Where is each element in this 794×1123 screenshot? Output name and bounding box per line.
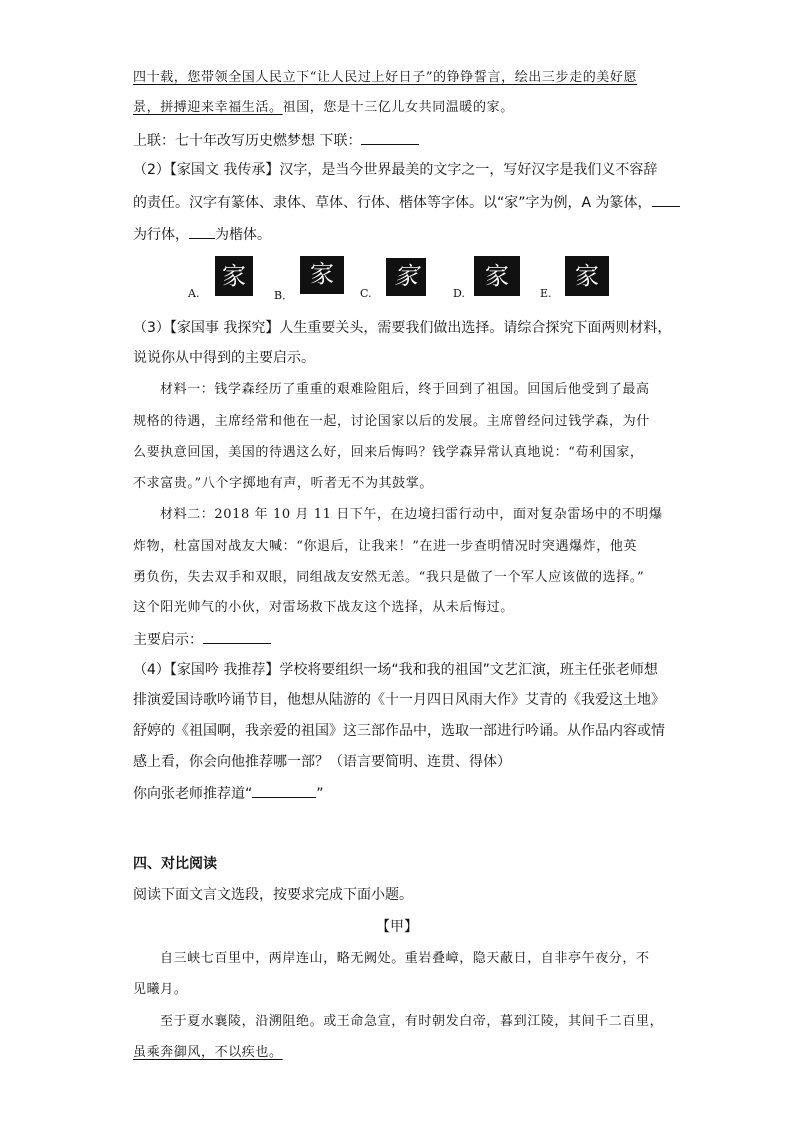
passage-jia-p2-underlined: 虽乘奔御风，不以疾也。 bbox=[133, 1045, 283, 1060]
material-1-line-1: 材料一：钱学森经历了重重的艰难险阻后，终于回到了祖国。回国后他受到了最高 bbox=[160, 382, 650, 397]
section-4-instruction: 阅读下面文言文选段，按要求完成下面小题。 bbox=[133, 887, 413, 903]
material-2-line-2: 炸物，杜富国对战友大喊：“你退后，让我来！”在进一步查明情况时突遇爆炸，他英 bbox=[133, 539, 638, 554]
q4-line-3: 舒婷的《祖国啊，我亲爱的祖国》这三部作品中，选取一部进行吟诵。从作品内容或情 bbox=[133, 723, 665, 739]
couplet-upper: 上联：七十年改写历史燃梦想 下联： bbox=[133, 133, 362, 149]
cursive-script-glyph-image: 家 bbox=[386, 258, 426, 296]
q4-line-4: 感上看，你会向他推荐哪一部？（语言要简明、连贯、得体） bbox=[133, 754, 511, 770]
section-4-heading: 四、对比阅读 bbox=[133, 856, 217, 872]
q4-line-1: （4）【家国吟 我推荐】学校将要组织一场“我和我的祖国”文艺汇演，班主任张老师想 bbox=[133, 662, 658, 678]
q4-line-2: 排演爱国诗歌吟诵节目，他想从陆游的《十一月四日风雨大作》艾青的《我爱这土地》 bbox=[133, 692, 665, 708]
regular-script-glyph-image: 家 bbox=[565, 256, 609, 296]
running-script-glyph-image: 家 bbox=[474, 256, 520, 296]
q2-line-2-text: 的责任。汉字有篆体、隶体、草体、行体、楷体等字体。以“家”字为例，A 为篆体， bbox=[133, 195, 652, 211]
material-2-line-3: 勇负伤，失去双手和双眼，同组战友安然无恙。“我只是做了一个军人应该做的选择。” bbox=[133, 570, 645, 585]
q3-answer-label: 主要启示： bbox=[133, 632, 203, 648]
material-2-line-4: 这个阳光帅气的小伙，对雷场救下战友这个选择，从未后悔过。 bbox=[133, 600, 514, 615]
q2-line-2 bbox=[133, 192, 680, 213]
q2-line-3b: 为楷体。 bbox=[215, 227, 271, 243]
q2-line-1: （2）【家国文 我传承】汉字，是当今世界最美的文字之一，写好汉字是我们义不容辞 bbox=[133, 162, 658, 178]
option-b-label: B． bbox=[274, 289, 294, 302]
q4-answer-line bbox=[133, 783, 324, 804]
q3-answer-line bbox=[133, 629, 271, 650]
intro-text-2: 景，拼搏迎来幸福生活。 bbox=[133, 100, 283, 115]
couplet-answer-blank[interactable] bbox=[361, 130, 419, 145]
q3-line-1: （3）【家国事 我探究】人生重要关头，需要我们做出选择。请综合探究下面两则材料， bbox=[133, 320, 672, 336]
passage-jia-p2-line-1: 至于夏水襄陵，沿溯阻绝。或王命急宣，有时朝发白帝，暮到江陵，其间千二百里， bbox=[160, 1014, 664, 1029]
option-e-label: E. bbox=[540, 287, 552, 300]
q3-answer-blank[interactable] bbox=[203, 629, 271, 644]
material-1-line-3: 么要执意回国，美国的待遇这么好，回来后悔吗？钱学森异常认真地说：“苟利国家， bbox=[133, 445, 644, 460]
material-1-line-4: 不求富贵。”八个字掷地有声，听者无不为其鼓掌。 bbox=[133, 476, 433, 491]
seal-script-glyph-image: 家 bbox=[215, 256, 253, 296]
passage-jia-p1-line-2: 见曦月。 bbox=[133, 982, 188, 997]
intro-line-2 bbox=[133, 98, 514, 118]
q2-blank-1[interactable] bbox=[652, 192, 680, 207]
material-1-line-2: 规格的待遇，主席经常和他在一起，讨论国家以后的发展。主席曾经问过钱学森，为什 bbox=[133, 414, 650, 429]
q2-line-3a: 为行体， bbox=[133, 227, 189, 243]
option-a-label: A. bbox=[188, 287, 200, 300]
q2-line-3 bbox=[133, 224, 271, 245]
material-2-line-1: 材料二：2018 年 10 月 11 日下午，在边境扫雷行动中，面对复杂雷场中的不明爆 bbox=[160, 507, 663, 522]
q4-answer-suffix: ” bbox=[316, 786, 324, 802]
q4-answer-prefix: 你向张老师推荐道“ bbox=[133, 786, 253, 802]
q2-blank-2[interactable] bbox=[189, 224, 215, 239]
intro-line-1 bbox=[133, 68, 637, 88]
q4-answer-blank[interactable] bbox=[252, 783, 316, 798]
intro-text-1: 四十载，您带领全国人民立下“让人民过上好日子”的铮铮誓言，绘出三步走的美好愿 bbox=[133, 70, 638, 85]
clerical-script-glyph-image: 家 bbox=[300, 256, 344, 294]
q3-line-2: 说说你从中得到的主要启示。 bbox=[133, 350, 315, 366]
passage-jia-title: 【甲】 bbox=[376, 919, 418, 935]
intro-text-3: 祖国，您是十三亿儿女共同温暖的家。 bbox=[282, 100, 514, 115]
passage-jia-p2-line-2 bbox=[133, 1043, 283, 1063]
option-d-label: D. bbox=[453, 287, 465, 300]
passage-jia-p1-line-1: 自三峡七百里中，两岸连山，略无阙处。重岩叠嶂，隐天蔽日，自非亭午夜分，不 bbox=[160, 951, 650, 966]
option-c-label: C. bbox=[360, 287, 372, 300]
couplet-line bbox=[133, 130, 419, 151]
